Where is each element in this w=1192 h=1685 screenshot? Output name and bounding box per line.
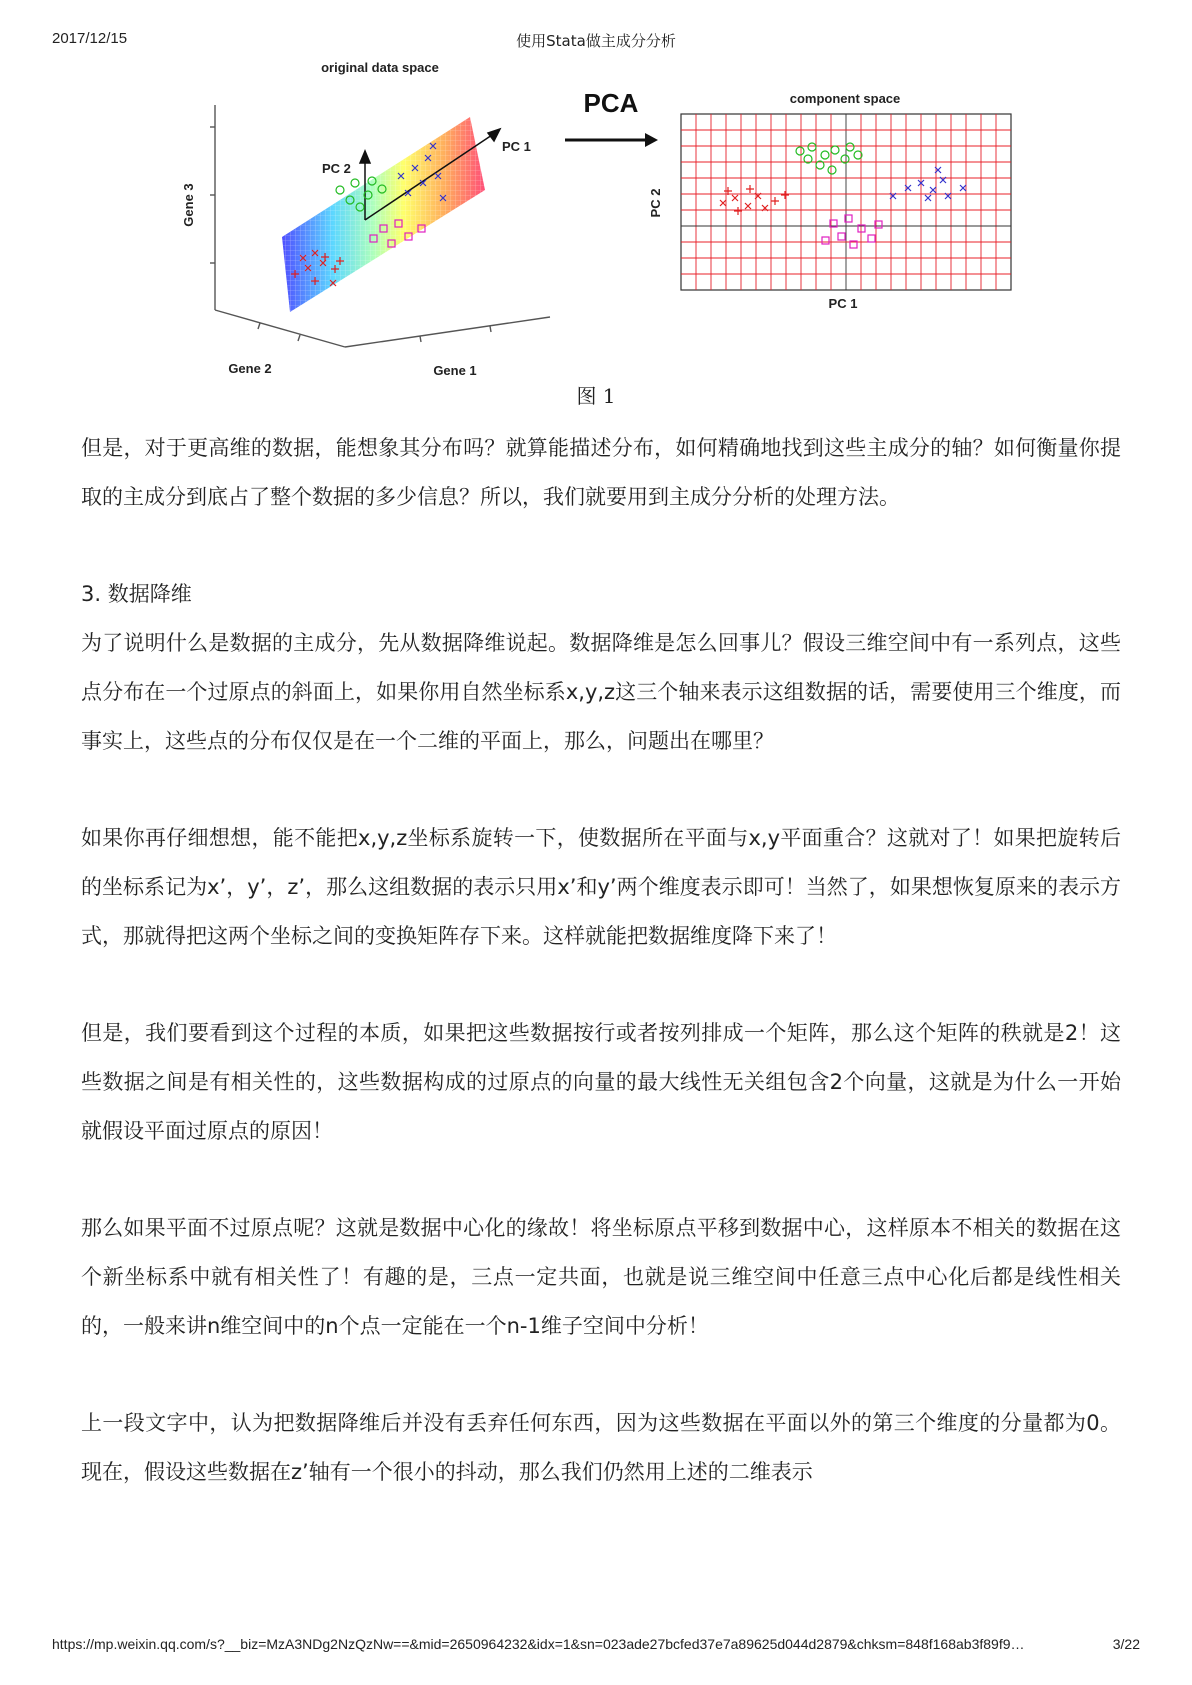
- paragraph-2: 为了说明什么是数据的主成分，先从数据降维说起。数据降维是怎么回事儿？假设三维空间中有一系列点，这些点分布在一个过原点的斜面上，如果你用自然坐标系x,y,z这三个轴来表示这组数据的话，需要使用三个维度，而事实上，这些点的分布仅仅是在一个二维的平面上，那么，问题出在哪里？: [81, 631, 1121, 753]
- pca-label: PCA: [583, 88, 639, 118]
- gene3-label: Gene 3: [181, 183, 196, 227]
- gene1-label: Gene 1: [433, 363, 477, 378]
- footer-page-number: 3/22: [1112, 1636, 1140, 1652]
- pc1-axis-label: PC 1: [828, 296, 858, 311]
- section-heading: 3. 数据降维: [81, 582, 192, 606]
- paragraph-5: 那么如果平面不过原点呢？这就是数据中心化的缘故！将坐标原点平移到数据中心，这样原本不相关的数据在这个新坐标系中就有相关性了！有趣的是，三点一定共面，也就是说三维空间中任意三点中心化后都是线性相关的，一般来讲n维空间中的n个点一定能在一个n-1维子空间中分析！: [81, 1216, 1121, 1338]
- pca-arrow: [565, 133, 658, 147]
- right-panel-title: component space: [789, 91, 901, 106]
- figure-caption: 图 1: [576, 384, 616, 408]
- pc2-label-left: PC 2: [322, 161, 351, 176]
- header-title: 使用Stata做主成分分析: [516, 32, 676, 50]
- component-grid: [681, 114, 1011, 290]
- left-panel-title: original data space: [321, 60, 439, 75]
- header-date: 2017/12/15: [52, 30, 128, 47]
- paragraph-4: 但是，我们要看到这个过程的本质，如果把这些数据按行或者按列排成一个矩阵，那么这个矩阵的秩就是2！这些数据之间是有相关性的，这些数据构成的过原点的向量的最大线性无关组包含2个向量，这就是为什么一开始就假设平面过原点的原因！: [81, 1021, 1121, 1143]
- data-plane: [282, 117, 485, 312]
- pca-figure: [0, 55, 1192, 425]
- paragraph-6: 上一段文字中，认为把数据降维后并没有丢弃任何东西，因为这些数据在平面以外的第三个维度的分量都为0。现在，假设这些数据在z’轴有一个很小的抖动，那么我们仍然用上述的二维表示: [81, 1411, 1121, 1484]
- gene2-label: Gene 2: [228, 361, 272, 376]
- footer-url: https://mp.weixin.qq.com/s?__biz=MzA3NDg2NzQzNw==&mid=2650964232&idx=1&sn=023ade27bcfed37e7a89625d044d2879&chksm=848f168ab3f89f9…: [52, 1636, 1025, 1652]
- pc1-label-left: PC 1: [502, 139, 531, 154]
- pca-illustration: [0, 55, 1192, 385]
- paragraph-3: 如果你再仔细想想，能不能把x,y,z坐标系旋转一下，使数据所在平面与x,y平面重合？这就对了！如果把旋转后的坐标系记为x’，y’，z’，那么这组数据的表示只用x’和y’两个维度表示即可！当然了，如果想恢复原来的表示方式，那就得把这两个坐标之间的变换矩阵存下来。这样就能把数据维度降下来了！: [81, 826, 1121, 948]
- pc2-axis-label: PC 2: [648, 188, 663, 218]
- article-content: [81, 424, 1121, 1497]
- paragraph-1: 但是，对于更高维的数据，能想象其分布吗？就算能描述分布，如何精确地找到这些主成分的轴？如何衡量你提取的主成分到底占了整个数据的多少信息？所以，我们就要用到主成分分析的处理方法。: [81, 436, 1121, 509]
